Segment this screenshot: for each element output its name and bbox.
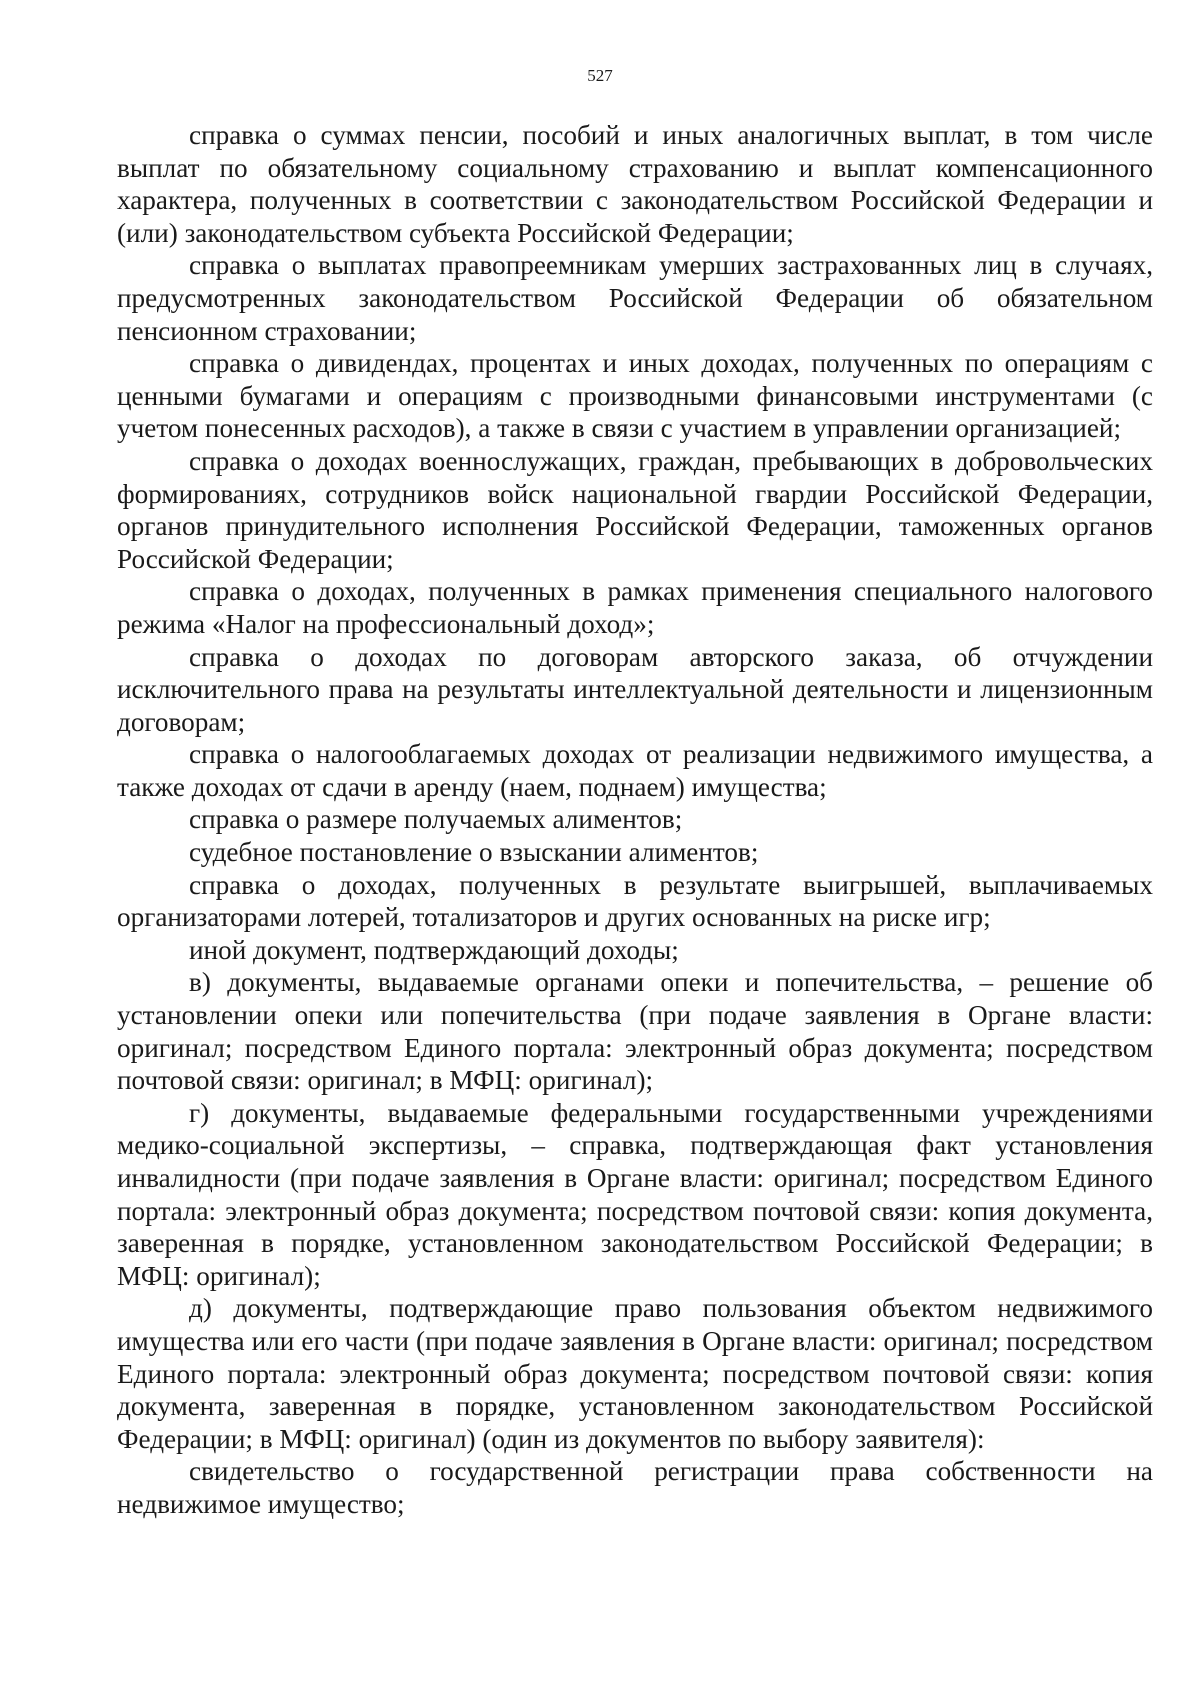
paragraph-item-g-disability: г) документы, выдаваемые федеральными государственными учреждениями медико-социальной экспертизы, – справка, подтверждающая факт установления инвалидности (при подаче заявления в Органе власти: оригинал; посредством Единого портала: электронный образ документа; посредством почтовой связи: копия документа, заверенная в порядке, установленном законодательством Российской Федерации; в МФЦ: оригинал);	[117, 1097, 1153, 1291]
paragraph-ownership-certificate: свидетельство о государственной регистрации права собственности на недвижимое имущество;	[117, 1456, 1153, 1519]
paragraph-other-income-document: иной документ, подтверждающий доходы;	[189, 934, 679, 965]
paragraph-lottery-winnings: справка о доходах, полученных в результате выигрышей, выплачиваемых организаторами лотерей, тотализаторов и других основанных на риске игр;	[117, 869, 1153, 933]
paragraph-alimony-court-order: судебное постановление о взыскании алиментов;	[189, 837, 759, 868]
paragraph-item-v-guardianship: в) документы, выдаваемые органами опеки и попечительства, – решение об установлении опеки или попечительства (при подаче заявления в Органе власти: оригинал; посредством Единого портала: электронный образ документа; посредством почтовой связи: оригинал; в МФЦ: оригинал);	[117, 967, 1153, 1096]
paragraph-professional-income-tax: справка о доходах, полученных в рамках применения специального налогового режима «Налог на профессиональный доход»;	[117, 576, 1153, 639]
paragraph-military-income: справка о доходах военнослужащих, граждан, пребывающих в добровольческих формированиях, сотрудников войск национальной гвардии Российской Федерации, органов принудительного исполнения Российской Федерации, таможенных органов Российской Федерации;	[117, 445, 1153, 574]
paragraph-successor-payments: справка о выплатах правопреемникам умерших застрахованных лиц в случаях, предусмотренных законодательством Российской Федерации об обязательном пенсионном страховании;	[117, 250, 1153, 346]
page-number: 527	[587, 66, 613, 85]
document-body	[117, 119, 1153, 1521]
paragraph-real-estate-income: справка о налогооблагаемых доходах от реализации недвижимого имущества, а также доходах от сдачи в аренду (наем, поднаем) имущества;	[117, 739, 1153, 802]
paragraph-pension-certificate: справка о суммах пенсии, пособий и иных аналогичных выплат, в том числе выплат по обязательному социальному страхованию и выплат компенсационного характера, полученных в соответствии с законодательством Российской Федерации и (или) законодательством субъекта Российской Федерации;	[117, 120, 1153, 248]
paragraph-item-d-property-rights: д) документы, подтверждающие право пользования объектом недвижимого имущества или его части (при подаче заявления в Органе власти: оригинал; посредством Единого портала: электронный образ документа; посредством почтовой связи: копия документа, заверенная в порядке, установленном законодательством Российской Федерации; в МФЦ: оригинал) (один из документов по выбору заявителя):	[117, 1293, 1153, 1454]
paragraph-author-contracts: справка о доходах по договорам авторского заказа, об отчуждении исключительного права на результаты интеллектуальной деятельности и лицензионным договорам;	[117, 641, 1153, 737]
paragraph-alimony-amount: справка о размере получаемых алиментов;	[189, 804, 683, 835]
paragraph-dividends: справка о дивидендах, процентах и иных доходах, полученных по операциям с ценными бумагами и операциям с производными финансовыми инструментами (с учетом понесенных расходов), а также в связи с участием в управлении организацией;	[117, 348, 1153, 444]
